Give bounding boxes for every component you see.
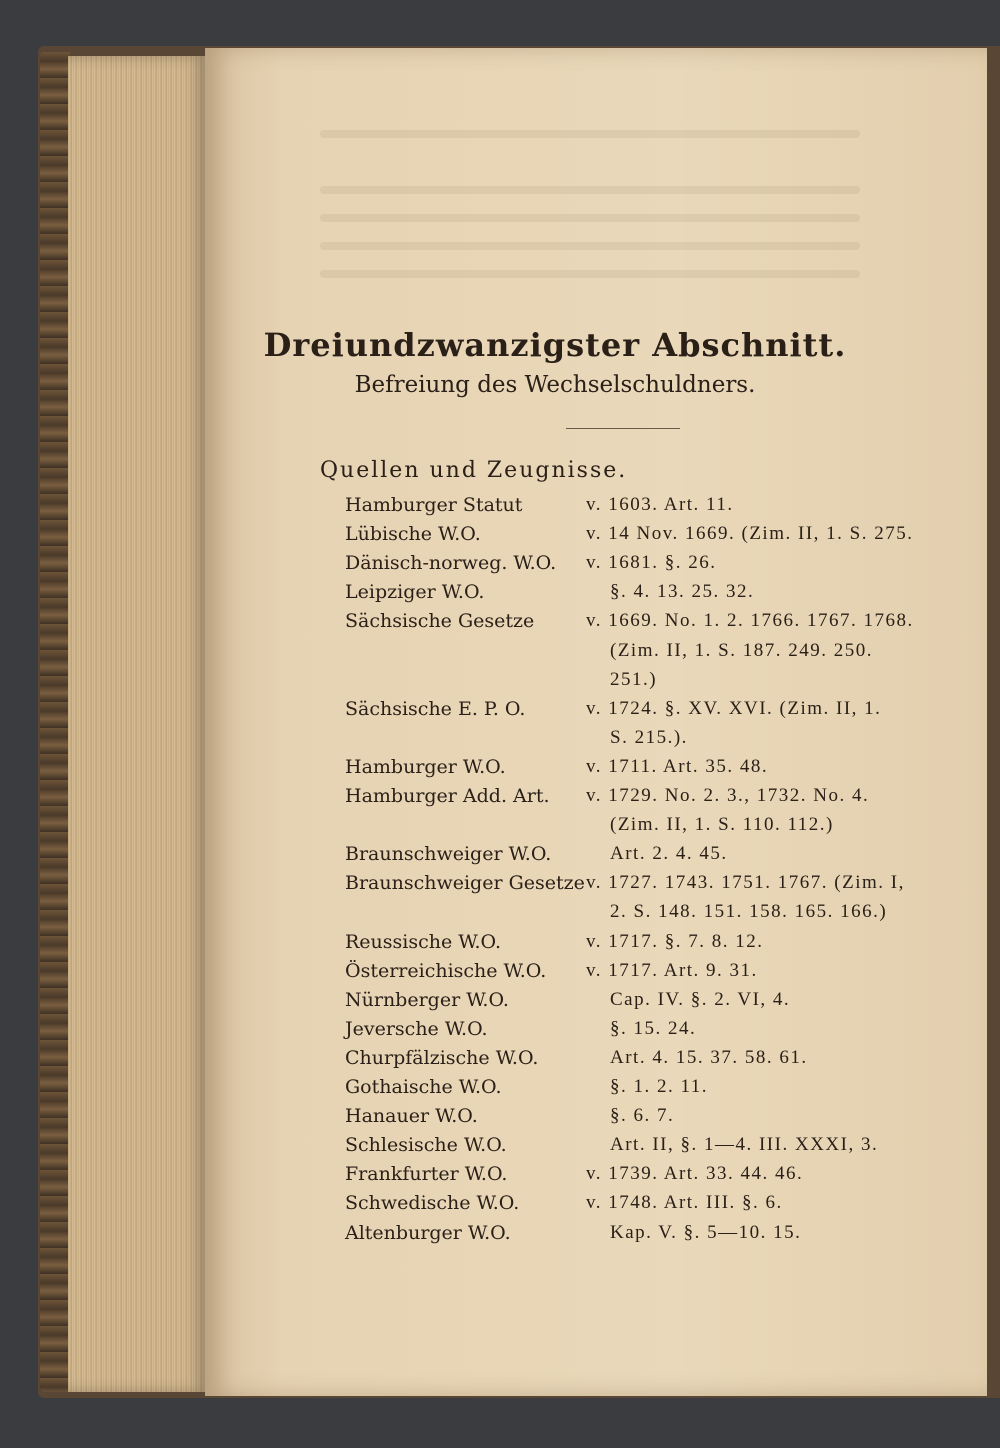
page-edges <box>68 56 208 1392</box>
source-name: Hamburger Add. Art. <box>345 785 550 807</box>
reference-text: v. 1739. Art. 33. 44. 46. <box>586 1163 804 1185</box>
source-name: Schlesische W.O. <box>345 1134 507 1157</box>
source-name: Braunschweiger Gesetze <box>345 872 585 895</box>
source-name: Lübische W.O. <box>345 523 481 546</box>
reference-text: v. 1748. Art. III. §. 6. <box>586 1192 783 1214</box>
source-name: Hamburger W.O. <box>345 755 506 778</box>
show-through <box>320 214 860 222</box>
show-through <box>320 186 860 194</box>
reference-text: §. 15. 24. <box>610 1017 697 1039</box>
source-name: Altenburger W.O. <box>345 1221 511 1244</box>
source-name: Österreichische W.O. <box>345 959 547 982</box>
reference-text: Art. II, §. 1—4. III. XXXI, 3. <box>610 1134 879 1156</box>
source-name: Braunschweiger W.O. <box>345 843 552 866</box>
reference-text: (Zim. II, 1. S. 110. 112.) <box>610 814 834 836</box>
book-spine <box>40 52 70 1392</box>
reference-text: v. 1711. Art. 35. 48. <box>586 755 769 777</box>
reference-text: §. 4. 13. 25. 32. <box>610 581 755 603</box>
reference-text: Art. 2. 4. 45. <box>610 843 728 865</box>
source-name: Sächsische Gesetze <box>345 610 535 633</box>
reference-text: 251.) <box>610 668 658 690</box>
source-name: Frankfurter W.O. <box>345 1163 508 1186</box>
section-heading: Quellen und Zeugnisse. <box>320 458 628 483</box>
source-name: Hanauer W.O. <box>345 1105 478 1128</box>
reference-text: 2. S. 148. 151. 158. 165. 166.) <box>610 901 888 923</box>
source-name: Sächsische E. P. O. <box>345 697 526 720</box>
source-name: Reussische W.O. <box>345 930 502 953</box>
reference-text: Kap. V. §. 5—10. 15. <box>610 1221 802 1243</box>
reference-text: v. 1727. 1743. 1751. 1767. (Zim. I, <box>586 872 905 894</box>
reference-text: §. 1. 2. 11. <box>610 1076 709 1097</box>
source-name: Hamburger Statut <box>345 494 523 516</box>
show-through <box>320 270 860 278</box>
chapter-subtitle: Befreiung des Wechselschuldners. <box>354 372 756 398</box>
divider-rule <box>566 428 680 429</box>
source-name: Gothaische W.O. <box>345 1076 502 1098</box>
reference-text: v. 1681. §. 26. <box>586 552 717 574</box>
chapter-title: Dreiundzwanzigster Abschnitt. <box>263 326 847 364</box>
reference-text: v. 14 Nov. 1669. (Zim. II, 1. S. 275. <box>586 523 914 545</box>
reference-text: v. 1729. No. 2. 3., 1732. No. 4. <box>586 785 870 806</box>
reference-text: v. 1717. Art. 9. 31. <box>586 959 758 981</box>
reference-text: v. 1603. Art. 11. <box>586 494 734 515</box>
source-name: Leipziger W.O. <box>345 581 485 604</box>
reference-text: v. 1669. No. 1. 2. 1766. 1767. 1768. <box>586 610 914 632</box>
reference-text: §. 6. 7. <box>610 1105 675 1127</box>
reference-text: Art. 4. 15. 37. 58. 61. <box>610 1046 808 1068</box>
show-through <box>320 130 860 138</box>
source-name: Churpfälzische W.O. <box>345 1046 539 1069</box>
reference-text: v. 1717. §. 7. 8. 12. <box>586 930 764 952</box>
reference-text: S. 215.). <box>610 726 688 748</box>
source-name: Jeversche W.O. <box>345 1017 488 1040</box>
reference-text: Cap. IV. §. 2. VI, 4. <box>610 988 791 1010</box>
source-name: Dänisch-norweg. W.O. <box>345 552 557 575</box>
reference-text: (Zim. II, 1. S. 187. 249. 250. <box>610 639 873 661</box>
source-name: Schwedische W.O. <box>345 1192 520 1215</box>
reference-text: v. 1724. §. XV. XVI. (Zim. II, 1. <box>586 697 882 719</box>
show-through <box>320 242 860 250</box>
source-name: Nürnberger W.O. <box>345 988 509 1011</box>
